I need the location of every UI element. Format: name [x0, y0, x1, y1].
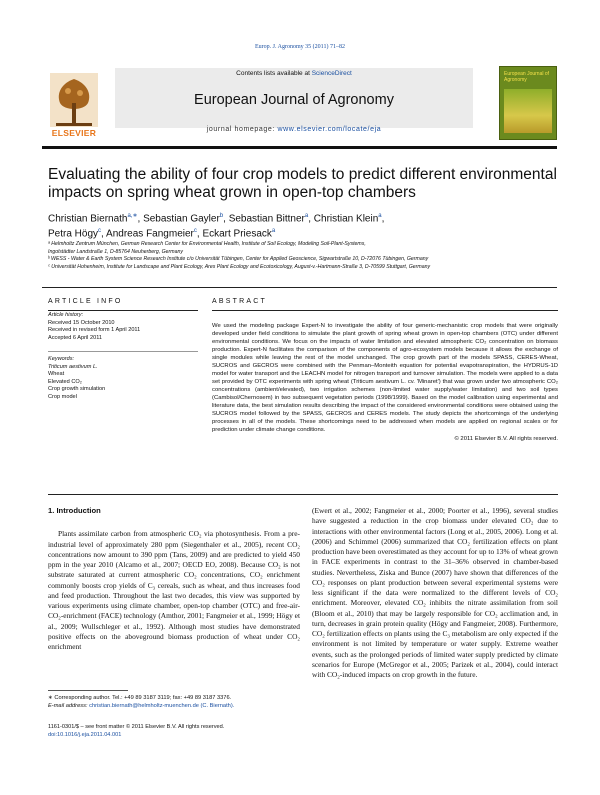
page-footer	[48, 723, 348, 739]
abstract-rule	[212, 310, 558, 311]
cover-title: European Journal of Agronomy	[504, 71, 550, 83]
intro-paragraph-continued: (Ewert et al., 2002; Fangmeier et al., 2000; Poorter et al., 1996), several studies have suggested a reduction in the crop biomass under elevated CO₂ due to interactions with other environmental factors (Long et al., 2005, 2006). Long et al. (2006) and Schimmel (2006) summarized that CO₂ fertilization effects on plant production have been overestimated as they account for up to 13% of wheat grown in FACE experiments in contrast to the 31–36% observed in chamber-based studies. Nevertheless, Ziska and Bunce (2007) have shown that differences of the CO₂ responses on plant production between several experimental systems were less significant if the data were normalized to the different levels of CO₂ enrichment. Moreover, elevated CO₂ inhibits the nitrate assimilation from soil (Bloom et al., 2010) that may be largely responsible for CO₂ acclimation and, in turn, decreases in grain protein quality (Högy and Fangmeier, 2008). Furthermore, CO₂ fertilization effects on plants using the C₃ metabolism are only expected if the environment is not limited by temperature or water supply. Extreme weather events, such as the prolonged periods of limited water supply predicted by climate scenarios for Europe (McGregor et al., 2005; Parizek et al., 2004), could interact with CO₂-induced impacts on crop growth in the future.	[312, 506, 558, 679]
article-info	[48, 312, 198, 401]
intro-column-2	[312, 506, 558, 680]
keywords-divider	[48, 351, 198, 352]
footnote	[48, 694, 308, 710]
author-name: Eckart Priesack	[202, 228, 272, 240]
author-name: Sebastian Gayler	[143, 213, 220, 225]
abstract-body	[212, 322, 558, 443]
author-list	[48, 210, 558, 241]
author-separator: ,	[137, 213, 144, 225]
email-line	[48, 702, 308, 710]
author-affiliation-marker[interactable]: a	[271, 228, 276, 235]
sciencedirect-link[interactable]: ScienceDirect	[311, 70, 352, 77]
author-separator: ,	[196, 228, 203, 240]
contents-prefix: Contents lists available at	[236, 70, 310, 77]
contents-line	[115, 70, 473, 77]
doi-link[interactable]: doi:10.1016/j.eja.2011.04.001	[48, 732, 122, 738]
author-name: Christian Klein	[313, 213, 379, 225]
keyword: Elevated CO₂	[48, 378, 82, 385]
history-item: Received in revised form 1 April 2011	[48, 327, 141, 333]
keywords-label: Keywords:	[48, 356, 75, 362]
affiliation-line: Ingolstädter Landstraße 1, D-85764 Neuherberg, Germany	[48, 248, 183, 255]
author-affiliation-marker[interactable]: a	[304, 213, 309, 219]
cover-image	[504, 89, 552, 133]
abstract-text: We used the modeling package Expert-N to investigate the ability of four generic-mechanistic crop models that were originally developed under field conditions to simulate the plant growth of spring wheat grown in open-top chambers (OTC) under different environmental conditions. We focus on the impacts of water limitation and elevated atmospheric CO₂ concentration on biomass production. Expert-N facilitates the comparison of the components of agro-ecosystem models because it allows the exchange of single modules while leaving the rest of the model unchanged. The crop growth part of the models SPASS, CERES-Wheat, SUCROS and GECROS were combined with the Penman–Monteith equation for potential evapotranspiration, the HYDRUS-1D model for water transport and the LEACHN model for nitrogen transport and turnover simulation. The models were applied to a data set provided by OTC experiments with spring wheat (Triticum aestivum L. cv. 'Minaret') that was grown under two atmospheric CO₂ concentrations (ambient/elevated), two irrigation schemes (non-limited water supply/water limitation) and two soil types (Cambisol/Chernosem) in two subsequent vegetation periods (1998/1999). Based on the model calibration using experimental and literature data, the best simulation results describing the impact of the considered environmental conditions were obtained using the SUCROS model followed by the SPASS, GECROS and CERES models. The study depicts the shortcomings of the underlying processes in all of the models. These shortcomings need to be addressed when models are applied on regional scales or for prediction under climate change conditions.	[212, 323, 558, 433]
history-item: Accepted 6 April 2011	[48, 334, 103, 341]
author-affiliation-marker[interactable]: a	[378, 213, 382, 219]
header-rule	[42, 146, 557, 149]
journal-cover-thumbnail	[499, 66, 557, 140]
author-name: Andreas Fangmeier	[106, 228, 194, 240]
intro-paragraph: Plants assimilate carbon from atmospheric CO₂ via photosynthesis. From a pre-industrial level of approximately 280 ppm (Siegenthaler et al., 2005), recent CO₂ concentrations now amount to 390 ppm (Tans, 2009) and are predicted to yield 450 ppm in the year 2010 (Alcamo et al., 2007; OECD EO, 2008). Because CO₂ is not substrate saturated at current atmospheric CO₂ concentrations, CO₂ enrichment commonly boosts crop yields of C₃ cereals, such as wheat, and thus increases food and feed production. Throughout the last two decades, this view was supported by various experiments using climate chamber, open-top chamber (OTC) and free-air-CO₂-enrichment (FACE) technology (Amthor, 2001; Fangmeier et al., 1999; Högy et al., 2009; Wullschleger et al., 1992). Although most studies have demonstrated positive effects on the aboveground biomass production of wheat under CO₂ enrichment	[48, 529, 300, 651]
author-affiliation-marker[interactable]: a,∗	[127, 213, 138, 219]
author-affiliation-marker[interactable]: b	[219, 213, 224, 219]
history-label: Article history:	[48, 312, 84, 318]
affiliations	[48, 241, 563, 271]
corresponding-author: ∗ Corresponding author. Tel.: +49 89 3187 3119; fax: +49 89 3187 3376.	[48, 695, 232, 701]
email-label: E-mail address:	[48, 703, 88, 709]
author-name: Sebastian Bittner	[228, 213, 305, 225]
affiliation-line: ᵃ Helmholtz Zentrum München, German Research Center for Environmental Health, Institute of Soil Ecology, Modeling Soil-Plant-Systems,	[48, 241, 366, 247]
intro-heading: 1. Introduction	[48, 506, 101, 515]
affiliation-rule	[42, 287, 557, 288]
keyword: Crop growth simulation	[48, 386, 106, 392]
footnote-rule	[48, 690, 128, 691]
issn-line: 1161-0301/$ – see front matter © 2011 Elsevier B.V. All rights reserved.	[48, 724, 225, 730]
article-info-heading: ARTICLE INFO	[48, 298, 123, 305]
journal-banner	[42, 54, 557, 142]
homepage-label: journal homepage:	[206, 126, 275, 133]
author-separator: ,	[381, 213, 385, 225]
article-title: Evaluating the ability of four crop models to predict different environmental impacts on spring wheat grown in open-top chambers	[48, 166, 557, 201]
abstract-bottom-rule	[48, 494, 558, 495]
keyword: Crop model	[48, 393, 77, 400]
copyright: © 2011 Elsevier B.V. All rights reserved.	[454, 436, 558, 442]
journal-homepage	[115, 126, 473, 133]
email-link[interactable]: christian.biernath@helmholtz-muenchen.de (C. Biernath).	[89, 703, 235, 709]
author-name: Petra Högy	[48, 228, 99, 240]
homepage-url[interactable]: www.elsevier.com/locate/eja	[277, 126, 382, 133]
abstract-heading: ABSTRACT	[212, 298, 267, 305]
keyword: Wheat	[48, 371, 65, 377]
elsevier-tree-logo	[42, 64, 106, 138]
affiliation-line: ᵇ WESS - Water & Earth System Science Research Institute c/o Universität Tübingen, Center for Applied Geoscience, Sigwartstraße 10, D-72076 Tübingen, Germany	[48, 256, 429, 263]
author-separator: ,	[223, 213, 229, 225]
affiliation-line: ᶜ Universität Hohenheim, Institute for Landscape and Plant Ecology, Ares Plant Ecology and Ecotoxicology, August-v.-Hartmann-Straße 3, D-70599 Stuttgart, Germany	[48, 263, 431, 270]
keyword: Triticum aestivum L.	[48, 363, 98, 370]
journal-reference[interactable]: Europ. J. Agronomy 35 (2011) 71–82	[255, 44, 345, 50]
intro-column-1	[48, 506, 300, 652]
publisher-name: ELSEVIER	[51, 128, 97, 138]
author-affiliation-marker[interactable]: c	[98, 228, 102, 235]
author-separator: ,	[308, 213, 314, 225]
author-name: Christian Biernath	[48, 213, 128, 225]
history-item: Received 15 October 2010	[48, 319, 115, 326]
author-affiliation-marker[interactable]: c	[193, 228, 197, 235]
journal-title: European Journal of Agronomy	[194, 92, 394, 108]
info-rule	[48, 310, 198, 311]
author-separator: ,	[101, 228, 107, 240]
